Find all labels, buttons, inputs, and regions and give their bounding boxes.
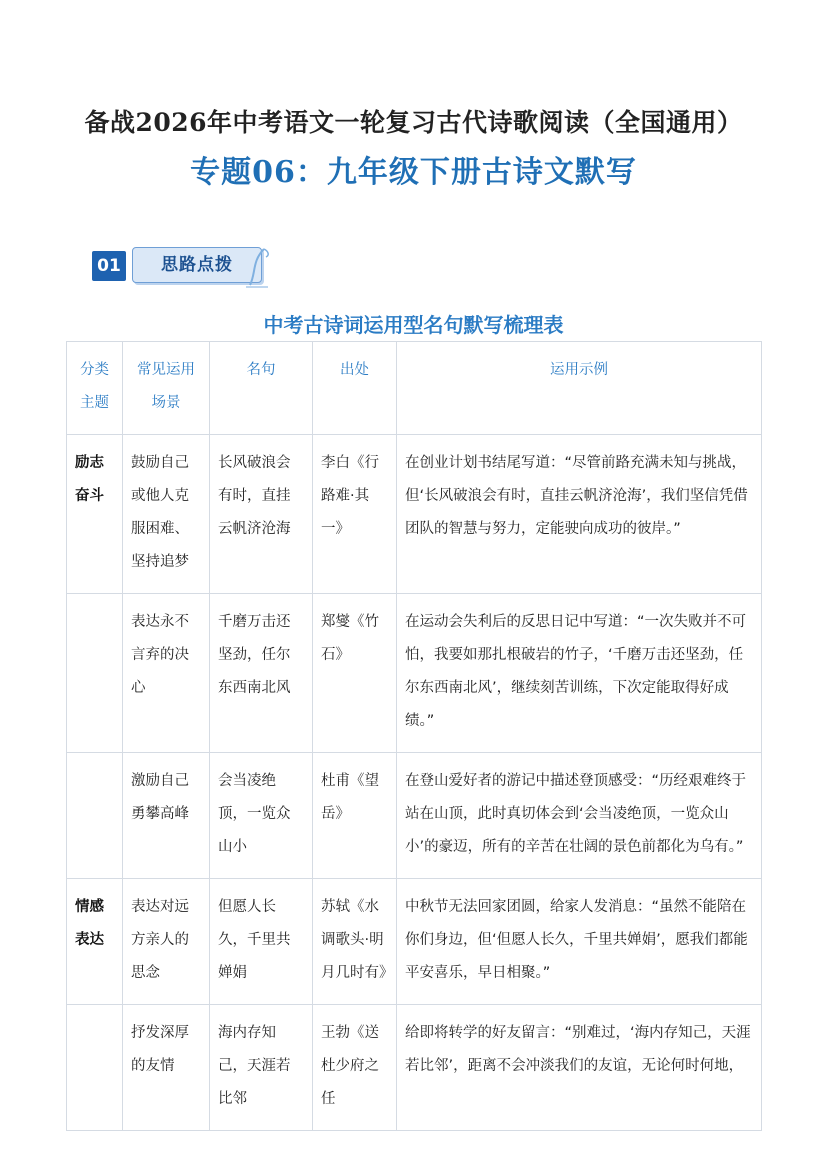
cell-category: 励志奋斗 <box>67 435 123 594</box>
cell-example: 在创业计划书结尾写道：“尽管前路充满未知与挑战，但‘长风破浪会有时，直挂云帆济沧海’，我们坚信凭借团队的智慧与努力，定能驶向成功的彼岸。” <box>397 435 762 594</box>
cell-category <box>67 594 123 753</box>
cell-quote: 长风破浪会有时，直挂云帆济沧海 <box>210 435 313 594</box>
cell-source: 郑燮《竹石》 <box>313 594 397 753</box>
document-title: 备战2026年中考语文一轮复习古代诗歌阅读（全国通用） <box>84 108 743 137</box>
table-header-row <box>67 342 762 435</box>
cell-scene: 抒发深厚的友情 <box>123 1005 210 1131</box>
cell-example: 中秋节无法回家团圆，给家人发消息：“虽然不能陪在你们身边，但‘但愿人长久，千里共婵娟’，愿我们都能平安喜乐，早日相聚。” <box>397 879 762 1005</box>
cell-quote: 会当凌绝顶，一览众山小 <box>210 753 313 879</box>
cell-scene: 表达永不言弃的决心 <box>123 594 210 753</box>
header-source: 出处 <box>313 342 397 435</box>
cell-example: 在登山爱好者的游记中描述登顶感受：“历经艰难终于站在山顶，此时真切体会到‘会当凌绝顶，一览众山小’的豪迈，所有的辛苦在壮阔的景色前都化为乌有。” <box>397 753 762 879</box>
section-label: 思路点拨 <box>161 255 233 275</box>
cell-source: 杜甫《望岳》 <box>313 753 397 879</box>
document-subtitle: 专题06：九年级下册古诗文默写 <box>190 155 637 190</box>
cell-scene: 鼓励自己或他人克服困难、坚持追梦 <box>123 435 210 594</box>
cell-quote: 但愿人长久，千里共婵娟 <box>210 879 313 1005</box>
header-example: 运用示例 <box>397 342 762 435</box>
table-title: 中考古诗词运用型名句默写梳理表 <box>263 313 564 337</box>
header-category: 分类主题 <box>67 342 123 435</box>
cell-source: 苏轼《水调歌头·明月几时有》 <box>313 879 397 1005</box>
cell-source: 李白《行路难·其一》 <box>313 435 397 594</box>
cell-category <box>67 1005 123 1131</box>
table-row <box>67 879 762 1005</box>
cell-quote: 海内存知己，天涯若比邻 <box>210 1005 313 1131</box>
table-row <box>67 753 762 879</box>
section-badge <box>92 245 272 289</box>
cell-source: 王勃《送杜少府之任 <box>313 1005 397 1131</box>
table-row <box>67 1005 762 1131</box>
cell-scene: 表达对远方亲人的思念 <box>123 879 210 1005</box>
quote-table <box>66 341 762 1131</box>
header-quote: 名句 <box>210 342 313 435</box>
cell-example: 给即将转学的好友留言：“别难过，‘海内存知己，天涯若比邻’，距离不会冲淡我们的友谊，无论何时何地， <box>397 1005 762 1131</box>
header-scene: 常见运用场景 <box>123 342 210 435</box>
table-row <box>67 594 762 753</box>
cell-category <box>67 753 123 879</box>
ribbon-decoration-icon <box>242 245 272 289</box>
cell-category: 情感表达 <box>67 879 123 1005</box>
cell-quote: 千磨万击还坚劲，任尔东西南北风 <box>210 594 313 753</box>
cell-scene: 激励自己勇攀高峰 <box>123 753 210 879</box>
table-row <box>67 435 762 594</box>
cell-example: 在运动会失利后的反思日记中写道：“一次失败并不可怕，我要如那扎根破岩的竹子，‘千磨万击还坚劲，任尔东西南北风’，继续刻苦训练，下次定能取得好成绩。” <box>397 594 762 753</box>
section-number: 01 <box>92 251 126 281</box>
